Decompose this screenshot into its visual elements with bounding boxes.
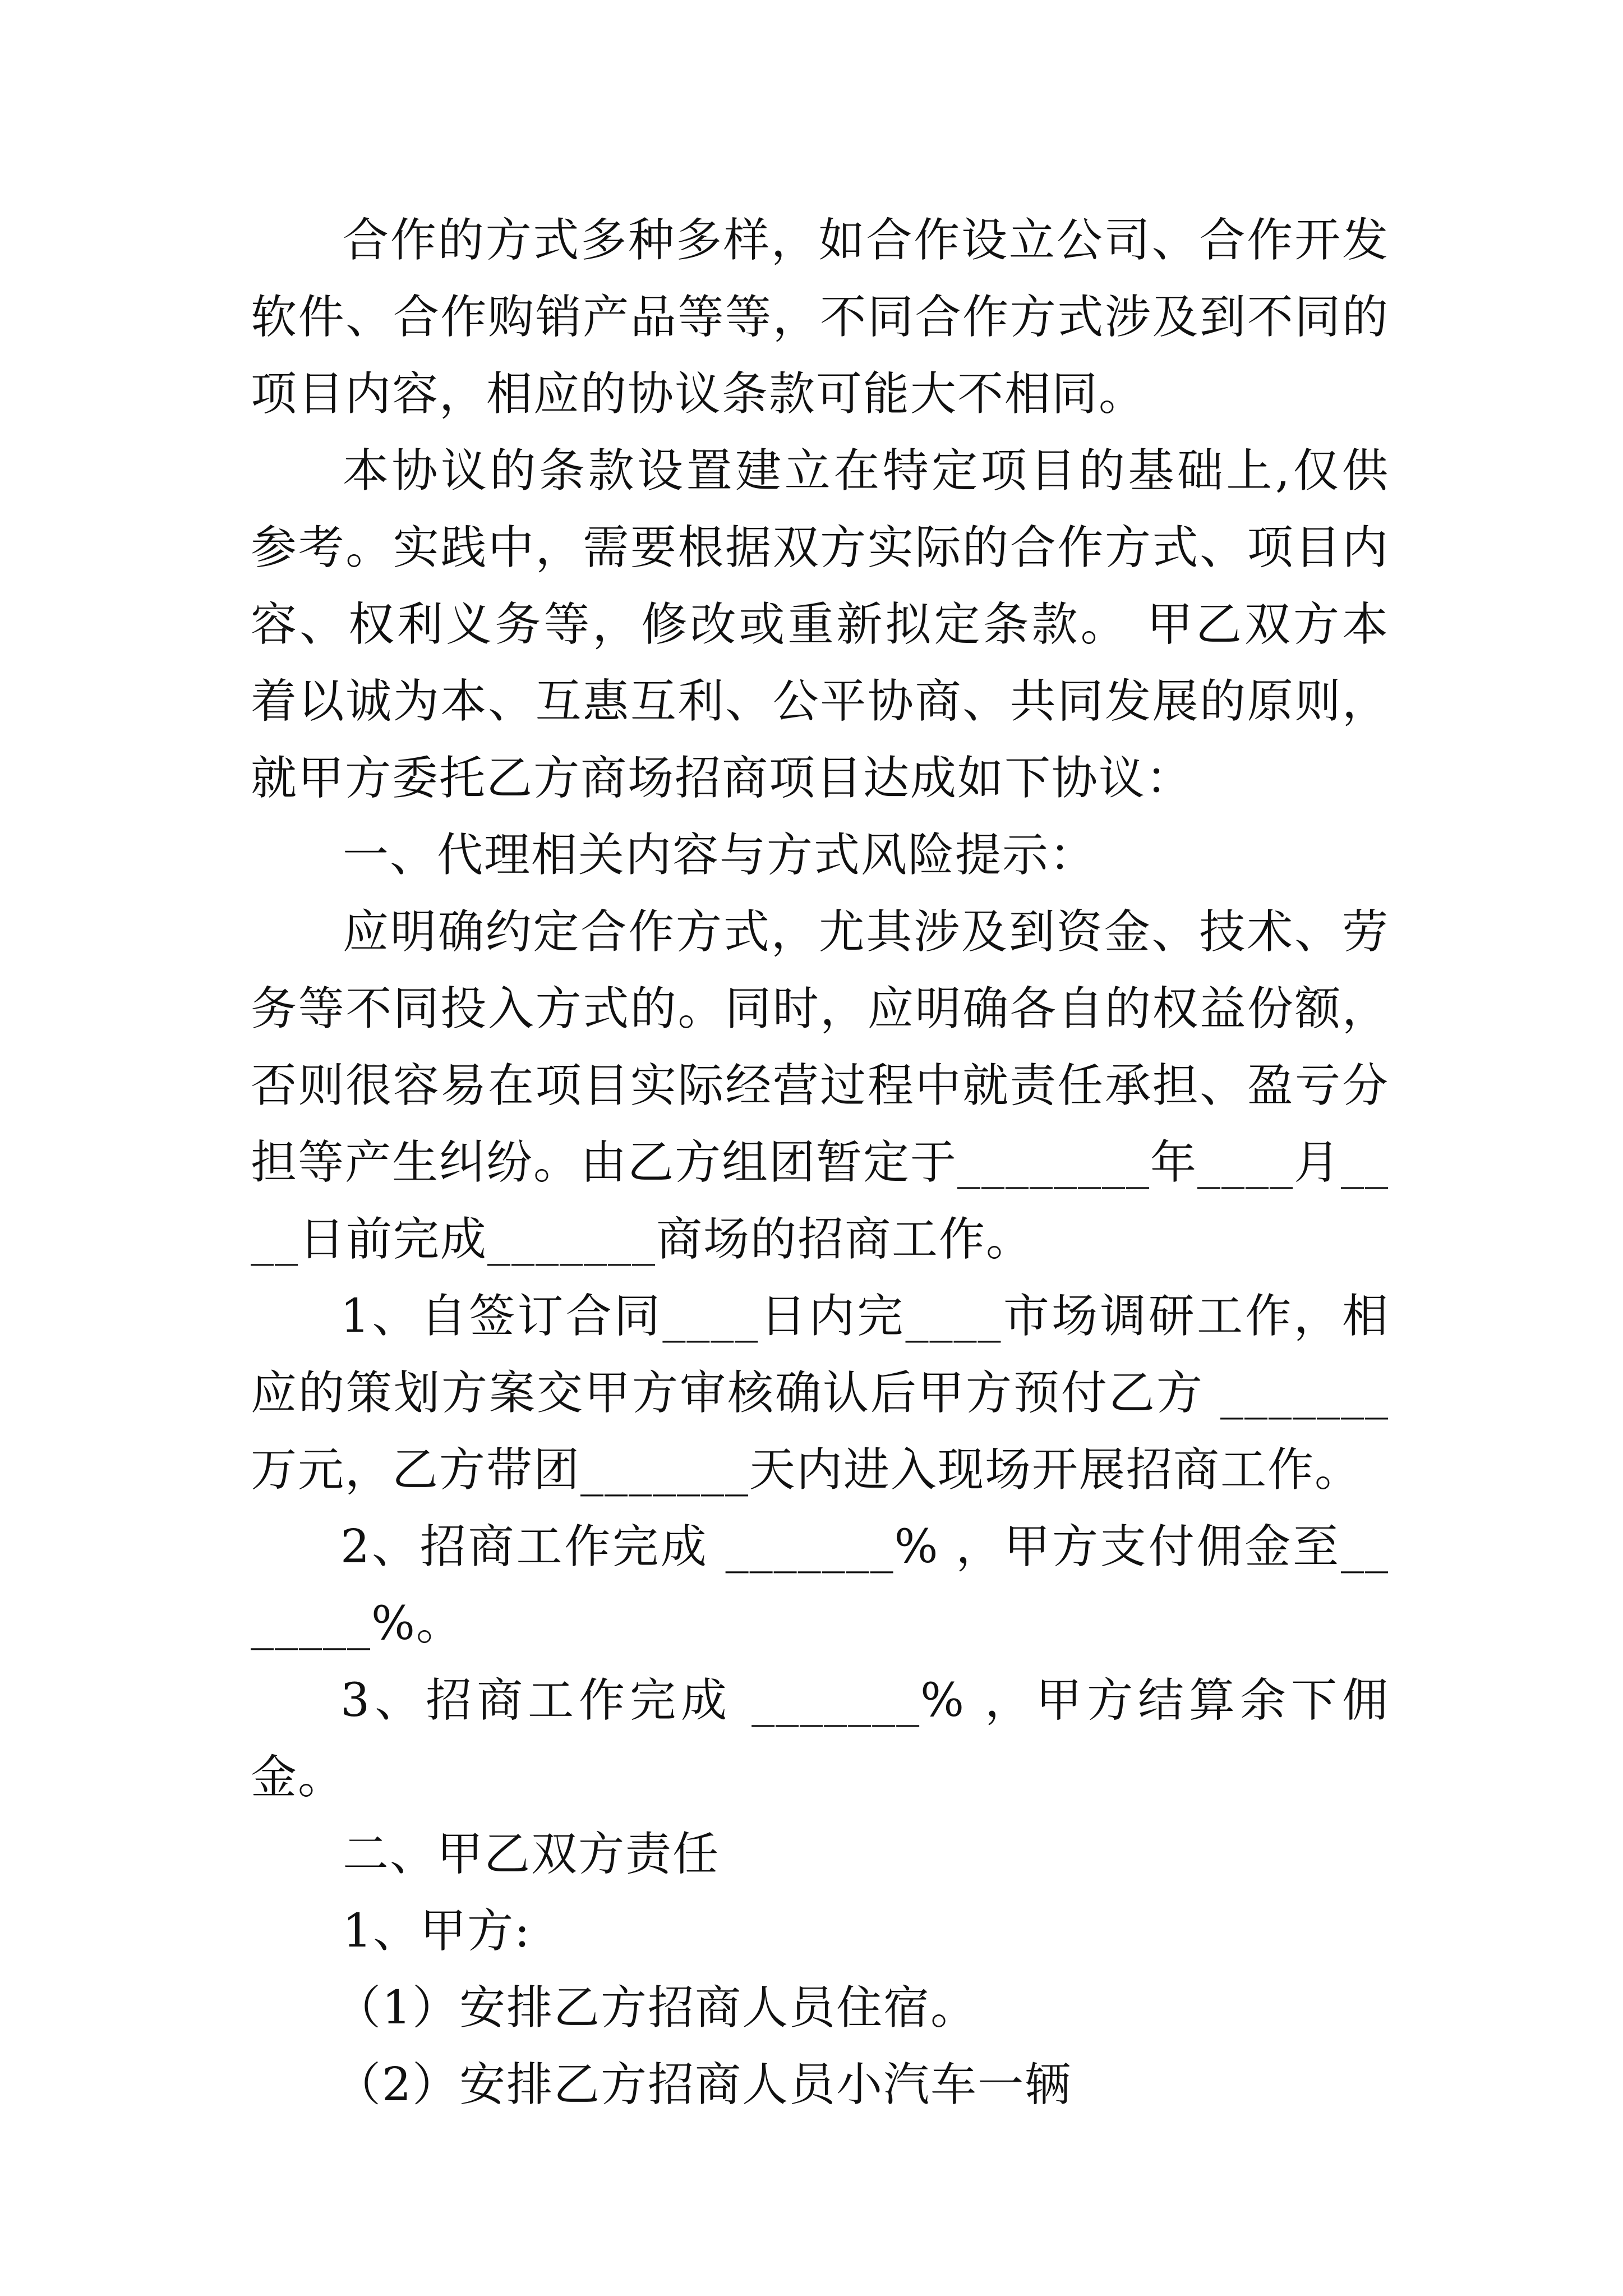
document-body bbox=[251, 202, 1389, 2123]
paragraph-agreement-basis: 本协议的条款设置建立在特定项目的基础上,仅供参考。实践中，需要根据双方实际的合作方式、项目内容、权利义务等，修改或重新拟定条款。 甲乙双方本着以诚为本、互惠互利、公平协商、共同发展的原则，就甲方委托乙方商场招商项目达成如下协议： bbox=[251, 444, 1389, 805]
heading-section-one: 一、代理相关内容与方式风险提示： bbox=[343, 829, 1097, 882]
paragraph-cooperation-method: 应明确约定合作方式，尤其涉及到资金、技术、劳务等不同投入方式的。同时，应明确各自的权益份额，否则很容易在项目实际经营过程中就责任承担、盈亏分担等产生纠纷。由乙方组团暂定于________年____月____日前完成_______商场的招商工作。 bbox=[251, 905, 1390, 1266]
heading-section-two: 二、甲乙双方责任 bbox=[343, 1828, 720, 1881]
duty-accommodation: （1）安排乙方招商人员住宿。 bbox=[335, 1981, 978, 2035]
clause-1: 1、自签订合同____日内完____市场调研工作，相应的策划方案交甲方审核确认后甲方预付乙方 _______万元，乙方带团_______天内进入现场开展招商工作。 bbox=[251, 1290, 1389, 1497]
clause-2: 2、招商工作完成 _______% ，甲方支付佣金至_______%。 bbox=[251, 1520, 1389, 1650]
clause-3: 3、招商工作完成 _______% ，甲方结算余下佣金。 bbox=[251, 1674, 1389, 1804]
paragraph-intro: 合作的方式多种多样，如合作设立公司、合作开发软件、合作购销产品等等，不同合作方式涉及到不同的项目内容，相应的协议条款可能大不相同。 bbox=[251, 214, 1389, 421]
duty-car: （2）安排乙方招商人员小汽车一辆 bbox=[335, 2058, 1072, 2111]
heading-party-a: 1、甲方: bbox=[343, 1904, 531, 1958]
